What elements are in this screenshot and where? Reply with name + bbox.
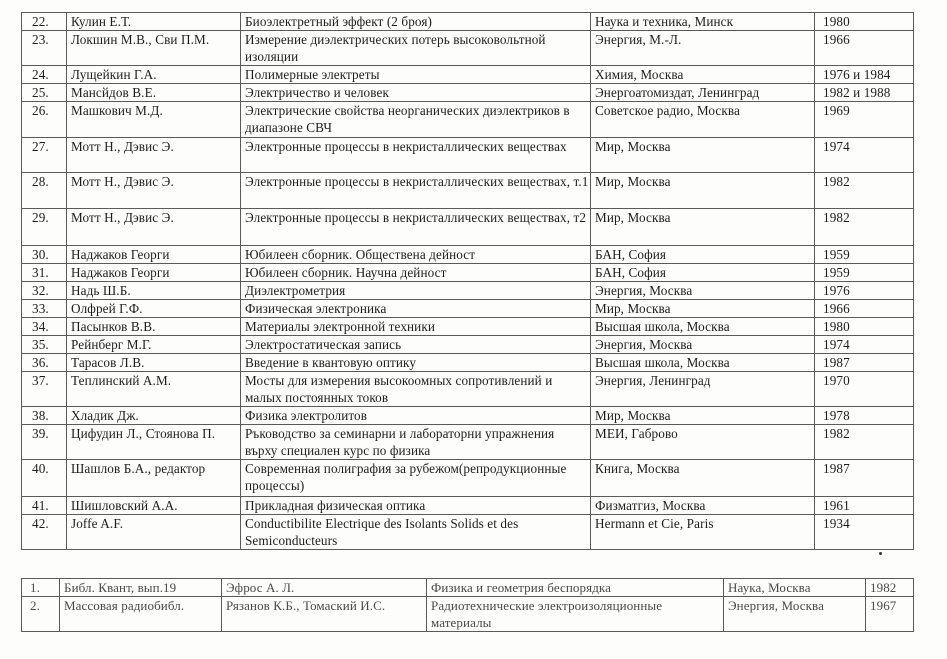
- row-number-cell: 31.: [22, 264, 67, 282]
- author-cell: Тарасов Л.В.: [67, 354, 241, 372]
- table-row: [22, 13, 914, 31]
- author-cell: Цифудин Л., Стоянова П.: [67, 425, 241, 460]
- year-cell: 1982: [815, 425, 914, 460]
- row-number-cell: 23.: [22, 31, 67, 66]
- publisher-cell: Мир, Москва: [591, 138, 815, 173]
- author-cell: Теплинский А.М.: [67, 372, 241, 407]
- author-cell: Локшин М.В., Сви П.М.: [67, 31, 241, 66]
- publisher-cell: БАН, София: [591, 246, 815, 264]
- author-cell: Машкович М.Д.: [67, 102, 241, 138]
- publisher-cell: Высшая школа, Москва: [591, 318, 815, 336]
- publisher-cell: Книга, Москва: [591, 460, 815, 497]
- year-cell: 1982 и 1988: [815, 84, 914, 102]
- author-cell: Пасынков В.В.: [67, 318, 241, 336]
- author-cell: Хладик Дж.: [67, 407, 241, 425]
- year-cell: 1987: [815, 460, 914, 497]
- title-cell: Диэлектрометрия: [241, 282, 591, 300]
- row-number-cell: 26.: [22, 102, 67, 138]
- publisher-cell: Мир, Москва: [591, 209, 815, 246]
- row-number-cell: 24.: [22, 66, 67, 84]
- row-number-cell: 42.: [22, 515, 67, 550]
- title-cell: Введение в квантовую оптику: [241, 354, 591, 372]
- year-cell: 1959: [815, 264, 914, 282]
- year-cell: 1976: [815, 282, 914, 300]
- year-cell: 1982: [866, 579, 914, 597]
- publisher-cell: Hermann et Cie, Paris: [591, 515, 815, 550]
- table-row: [22, 138, 914, 173]
- author-cell: Наджаков Георги: [67, 264, 241, 282]
- scan-speck: [879, 552, 882, 555]
- row-number-cell: 39.: [22, 425, 67, 460]
- table-row: [22, 425, 914, 460]
- title-cell: Физика и геометрия беспорядка: [427, 579, 724, 597]
- bibliography-table-body: [22, 13, 914, 550]
- year-cell: 1982: [815, 209, 914, 246]
- title-cell: Материалы электронной техники: [241, 318, 591, 336]
- publisher-cell: Наука и техника, Минск: [591, 13, 815, 31]
- title-cell: Полимерные электреты: [241, 66, 591, 84]
- row-number-cell: 38.: [22, 407, 67, 425]
- year-cell: 1980: [815, 318, 914, 336]
- title-cell: Электронные процессы в некристаллических веществах: [241, 138, 591, 173]
- year-cell: 1966: [815, 300, 914, 318]
- author-cell: Шишловский А.А.: [67, 497, 241, 515]
- publisher-cell: БАН, София: [591, 264, 815, 282]
- title-cell: Ръководство за семинарни и лабораторни упражнения върху специален курс по физика: [241, 425, 591, 460]
- table-row: [22, 597, 914, 632]
- table-row: [22, 102, 914, 138]
- title-cell: Юбилеен сборник. Обществена дейност: [241, 246, 591, 264]
- year-cell: 1934: [815, 515, 914, 550]
- title-cell: Conductibilite Electrique des Isolants Solids et des Semiconducteurs: [241, 515, 591, 550]
- table-row: [22, 372, 914, 407]
- publisher-cell: Химия, Москва: [591, 66, 815, 84]
- publisher-cell: МЕИ, Габрово: [591, 425, 815, 460]
- title-cell: Биоэлектретный эффект (2 броя): [241, 13, 591, 31]
- row-number-cell: 22.: [22, 13, 67, 31]
- series-cell: Библ. Квант, вып.19: [60, 579, 222, 597]
- author-cell: Олфрей Г.Ф.: [67, 300, 241, 318]
- author-cell: Joffe A.F.: [67, 515, 241, 550]
- series-cell: Массовая радиобибл.: [60, 597, 222, 632]
- row-number-cell: 37.: [22, 372, 67, 407]
- year-cell: 1980: [815, 13, 914, 31]
- year-cell: 1978: [815, 407, 914, 425]
- author-cell: Мансйдов В.Е.: [67, 84, 241, 102]
- row-number-cell: 40.: [22, 460, 67, 497]
- row-number-cell: 28.: [22, 173, 67, 209]
- author-cell: Шашлов Б.А., редактор: [67, 460, 241, 497]
- row-number-cell: 33.: [22, 300, 67, 318]
- supplementary-table-body: [22, 579, 914, 632]
- title-cell: Радиотехнические электроизоляционные материалы: [427, 597, 724, 632]
- table-row: [22, 282, 914, 300]
- title-cell: Современная полиграфия за рубежом(репродукционные процессы): [241, 460, 591, 497]
- author-cell: Кулин Е.Т.: [67, 13, 241, 31]
- table-row: [22, 246, 914, 264]
- row-number-cell: 27.: [22, 138, 67, 173]
- table-row: [22, 515, 914, 550]
- table-row: [22, 460, 914, 497]
- table-row: [22, 66, 914, 84]
- row-number-cell: 29.: [22, 209, 67, 246]
- table-row: [22, 84, 914, 102]
- publisher-cell: Мир, Москва: [591, 300, 815, 318]
- author-cell: Рейнберг М.Г.: [67, 336, 241, 354]
- table-row: [22, 209, 914, 246]
- author-cell: Эфрос А. Л.: [222, 579, 427, 597]
- row-number-cell: 35.: [22, 336, 67, 354]
- table-row: [22, 354, 914, 372]
- bibliography-table: [21, 12, 914, 550]
- row-number-cell: 25.: [22, 84, 67, 102]
- table-row: [22, 31, 914, 66]
- row-number-cell: 30.: [22, 246, 67, 264]
- author-cell: Мотт Н., Дэвис Э.: [67, 173, 241, 209]
- year-cell: 1976 и 1984: [815, 66, 914, 84]
- row-number-cell: 34.: [22, 318, 67, 336]
- title-cell: Измерение диэлектрических потерь высоковольтной изоляции: [241, 31, 591, 66]
- year-cell: 1969: [815, 102, 914, 138]
- row-number-cell: 2.: [22, 597, 60, 632]
- table-row: [22, 300, 914, 318]
- table-row: [22, 579, 914, 597]
- title-cell: Юбилеен сборник. Научна дейност: [241, 264, 591, 282]
- year-cell: 1966: [815, 31, 914, 66]
- year-cell: 1982: [815, 173, 914, 209]
- row-number-cell: 1.: [22, 579, 60, 597]
- table-row: [22, 497, 914, 515]
- title-cell: Электронные процессы в некристаллических веществах, т.1: [241, 173, 591, 209]
- publisher-cell: Физматгиз, Москва: [591, 497, 815, 515]
- title-cell: Электронные процессы в некристаллических веществах, т2: [241, 209, 591, 246]
- publisher-cell: Энергия, Ленинград: [591, 372, 815, 407]
- author-cell: Мотт Н., Дэвис Э.: [67, 138, 241, 173]
- author-cell: Наджаков Георги: [67, 246, 241, 264]
- title-cell: Прикладная физическая оптика: [241, 497, 591, 515]
- year-cell: 1961: [815, 497, 914, 515]
- year-cell: 1974: [815, 336, 914, 354]
- author-cell: Мотт Н., Дэвис Э.: [67, 209, 241, 246]
- publisher-cell: Мир, Москва: [591, 173, 815, 209]
- publisher-cell: Советское радио, Москва: [591, 102, 815, 138]
- year-cell: 1959: [815, 246, 914, 264]
- publisher-cell: Мир, Москва: [591, 407, 815, 425]
- author-cell: Рязанов К.Б., Томаский И.С.: [222, 597, 427, 632]
- publisher-cell: Энергоатомиздат, Ленинград: [591, 84, 815, 102]
- publisher-cell: Энергия, Москва: [591, 282, 815, 300]
- publisher-cell: Высшая школа, Москва: [591, 354, 815, 372]
- title-cell: Электростатическая запись: [241, 336, 591, 354]
- publisher-cell: Энергия, Москва: [591, 336, 815, 354]
- table-row: [22, 318, 914, 336]
- table-row: [22, 407, 914, 425]
- author-cell: Лущейкин Г.А.: [67, 66, 241, 84]
- title-cell: Физика электролитов: [241, 407, 591, 425]
- table-row: [22, 336, 914, 354]
- title-cell: Физическая электроника: [241, 300, 591, 318]
- table-row: [22, 173, 914, 209]
- publisher-cell: Энергия, М.-Л.: [591, 31, 815, 66]
- table-row: [22, 264, 914, 282]
- year-cell: 1974: [815, 138, 914, 173]
- title-cell: Электричество и человек: [241, 84, 591, 102]
- row-number-cell: 41.: [22, 497, 67, 515]
- supplementary-table: [21, 578, 914, 632]
- year-cell: 1967: [866, 597, 914, 632]
- publisher-cell: Наука, Москва: [724, 579, 866, 597]
- year-cell: 1987: [815, 354, 914, 372]
- row-number-cell: 36.: [22, 354, 67, 372]
- publisher-cell: Энергия, Москва: [724, 597, 866, 632]
- row-number-cell: 32.: [22, 282, 67, 300]
- title-cell: Электрические свойства неорганических диэлектриков в диапазоне СВЧ: [241, 102, 591, 138]
- title-cell: Мосты для измерения высокоомных сопротивлений и малых постоянных токов: [241, 372, 591, 407]
- year-cell: 1970: [815, 372, 914, 407]
- author-cell: Надь Ш.Б.: [67, 282, 241, 300]
